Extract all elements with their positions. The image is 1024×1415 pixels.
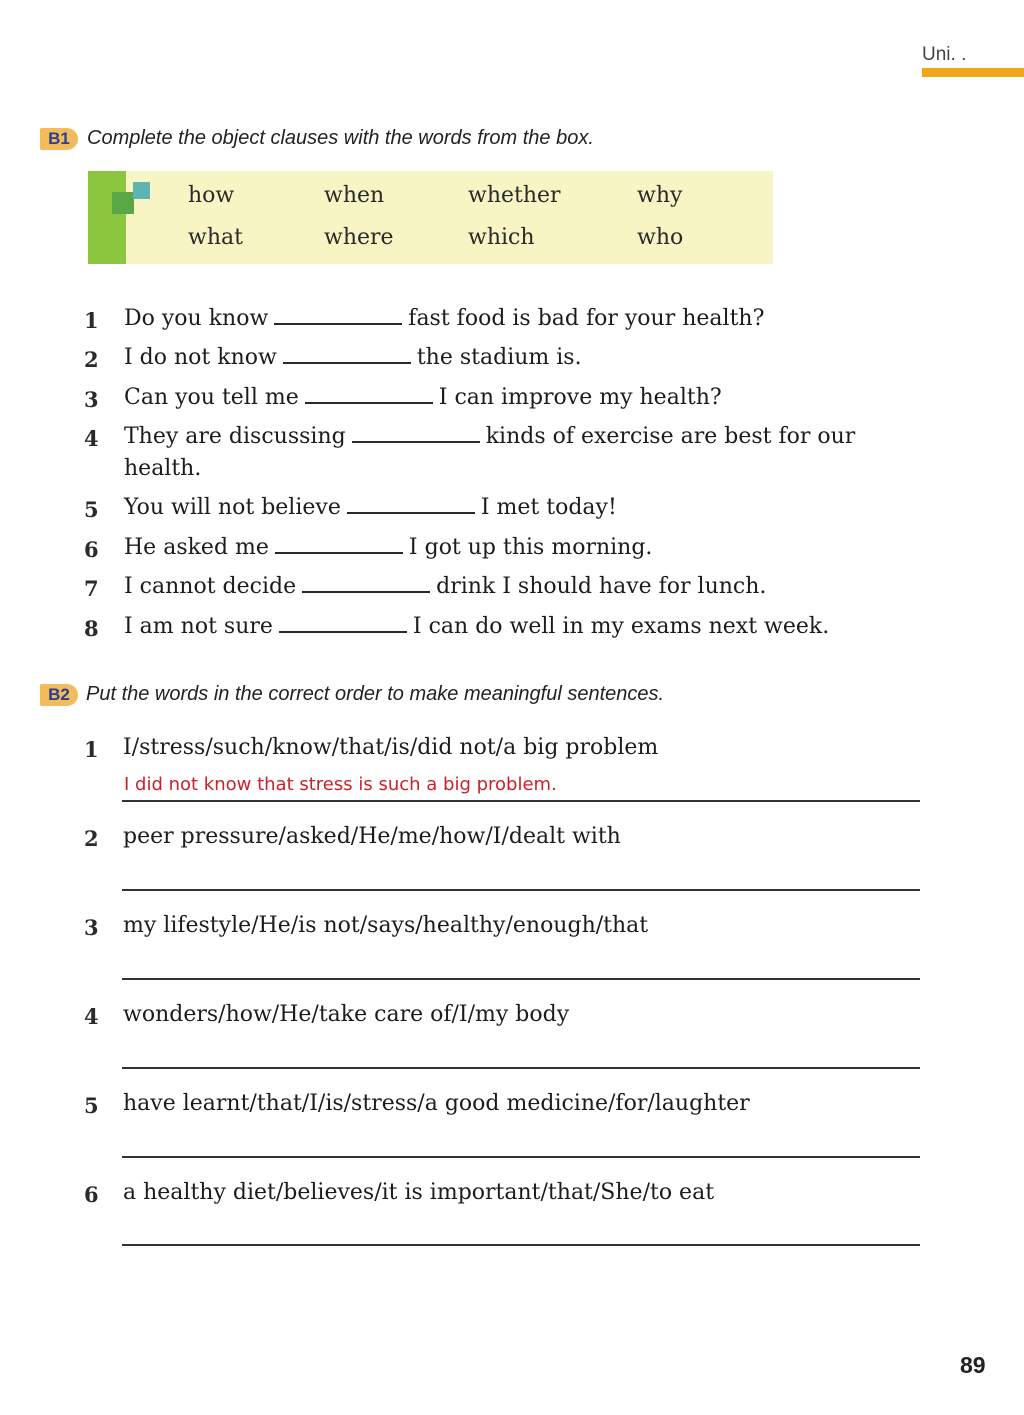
b2-item-number: 4	[84, 1004, 99, 1029]
b2-item-number: 1	[84, 737, 99, 762]
word-when: when	[324, 183, 385, 208]
b1-item-before: They are discussing	[124, 424, 346, 449]
unit-label: Uni. .	[922, 44, 967, 65]
b1-item-after: fast food is bad for your health?	[408, 306, 765, 331]
b1-item-after: I can do well in my exams next week.	[412, 614, 830, 639]
b1-item-before: You will not believe	[124, 495, 341, 520]
b1-item-after: I got up this morning.	[408, 535, 653, 560]
b2-item-number: 5	[84, 1093, 99, 1118]
answer-line[interactable]	[122, 1067, 920, 1069]
b2-prompt: a healthy diet/believes/it is important/that/She/to eat	[123, 1180, 715, 1205]
gap-blank[interactable]	[305, 388, 433, 404]
b1-instruction: Complete the object clauses with the words from the box.	[87, 127, 594, 149]
b1-item-number: 1	[84, 308, 99, 333]
b1-item-number: 6	[84, 537, 99, 562]
b1-item-before: Do you know	[124, 306, 269, 331]
b1-item-after: I met today!	[480, 495, 617, 520]
b2-instruction: Put the words in the correct order to make meaningful sentences.	[86, 683, 665, 705]
answer-line[interactable]	[122, 889, 920, 891]
b1-item	[124, 424, 855, 449]
b1-item	[124, 574, 766, 599]
unit-tab	[922, 44, 1024, 66]
b1-item	[124, 535, 652, 560]
b1-item-number: 3	[84, 387, 99, 412]
b1-item-after: kinds of exercise are best for our	[485, 424, 856, 449]
gap-blank[interactable]	[275, 538, 403, 554]
gap-blank[interactable]	[302, 577, 430, 593]
b1-item-number: 2	[84, 347, 99, 372]
word-which: which	[468, 225, 535, 250]
b1-item-number: 7	[84, 576, 99, 601]
b1-item-before: I am not sure	[124, 614, 273, 639]
word-how: how	[188, 183, 235, 208]
b2-item-number: 3	[84, 915, 99, 940]
gap-blank[interactable]	[279, 617, 407, 633]
word-box-square-icon	[112, 192, 134, 214]
b1-badge: B1	[40, 128, 78, 150]
gap-blank[interactable]	[283, 348, 411, 364]
word-box-square-icon	[133, 182, 150, 199]
b1-item	[124, 306, 764, 331]
example-answer: I did not know that stress is such a big problem.	[124, 774, 557, 795]
b1-item	[124, 385, 722, 410]
b1-item-number: 8	[84, 616, 99, 641]
b1-item	[124, 614, 829, 639]
word-whether: whether	[468, 183, 561, 208]
word-where: where	[324, 225, 394, 250]
word-box-stripe	[88, 171, 126, 264]
b1-item-after: the stadium is.	[416, 345, 582, 370]
b2-prompt: have learnt/that/I/is/stress/a good medicine/for/laughter	[123, 1091, 750, 1116]
b2-item-number: 2	[84, 826, 99, 851]
b2-prompt: peer pressure/asked/He/me/how/I/dealt with	[123, 824, 621, 849]
b1-item-after: I can improve my health?	[438, 385, 722, 410]
b1-item-number: 4	[84, 426, 99, 451]
b1-item-before: I do not know	[124, 345, 277, 370]
b1-item-number: 5	[84, 497, 99, 522]
word-what: what	[188, 225, 243, 250]
b1-item-before: He asked me	[124, 535, 269, 560]
b1-item-before: I cannot decide	[124, 574, 297, 599]
b1-item	[124, 495, 617, 520]
b1-item-after: drink I should have for lunch.	[436, 574, 767, 599]
unit-accent-bar	[922, 68, 1024, 77]
gap-blank[interactable]	[347, 498, 475, 514]
b2-badge: B2	[40, 684, 78, 706]
b2-prompt: I/stress/such/know/that/is/did not/a big problem	[123, 735, 659, 760]
answer-line[interactable]	[122, 1156, 920, 1158]
answer-line[interactable]	[122, 800, 920, 802]
b1-item-before: Can you tell me	[124, 385, 299, 410]
gap-blank[interactable]	[352, 427, 480, 443]
word-who: who	[637, 225, 684, 250]
b2-prompt: wonders/how/He/take care of/I/my body	[123, 1002, 570, 1027]
answer-line[interactable]	[122, 1244, 920, 1246]
page-number: 89	[960, 1352, 986, 1378]
answer-line[interactable]	[122, 978, 920, 980]
b1-item	[124, 345, 582, 370]
word-box	[88, 171, 773, 264]
b1-item-continuation: health.	[124, 456, 202, 481]
b2-item-number: 6	[84, 1182, 99, 1207]
gap-blank[interactable]	[274, 309, 402, 325]
b2-prompt: my lifestyle/He/is not/says/healthy/enough/that	[123, 913, 649, 938]
word-why: why	[637, 183, 683, 208]
